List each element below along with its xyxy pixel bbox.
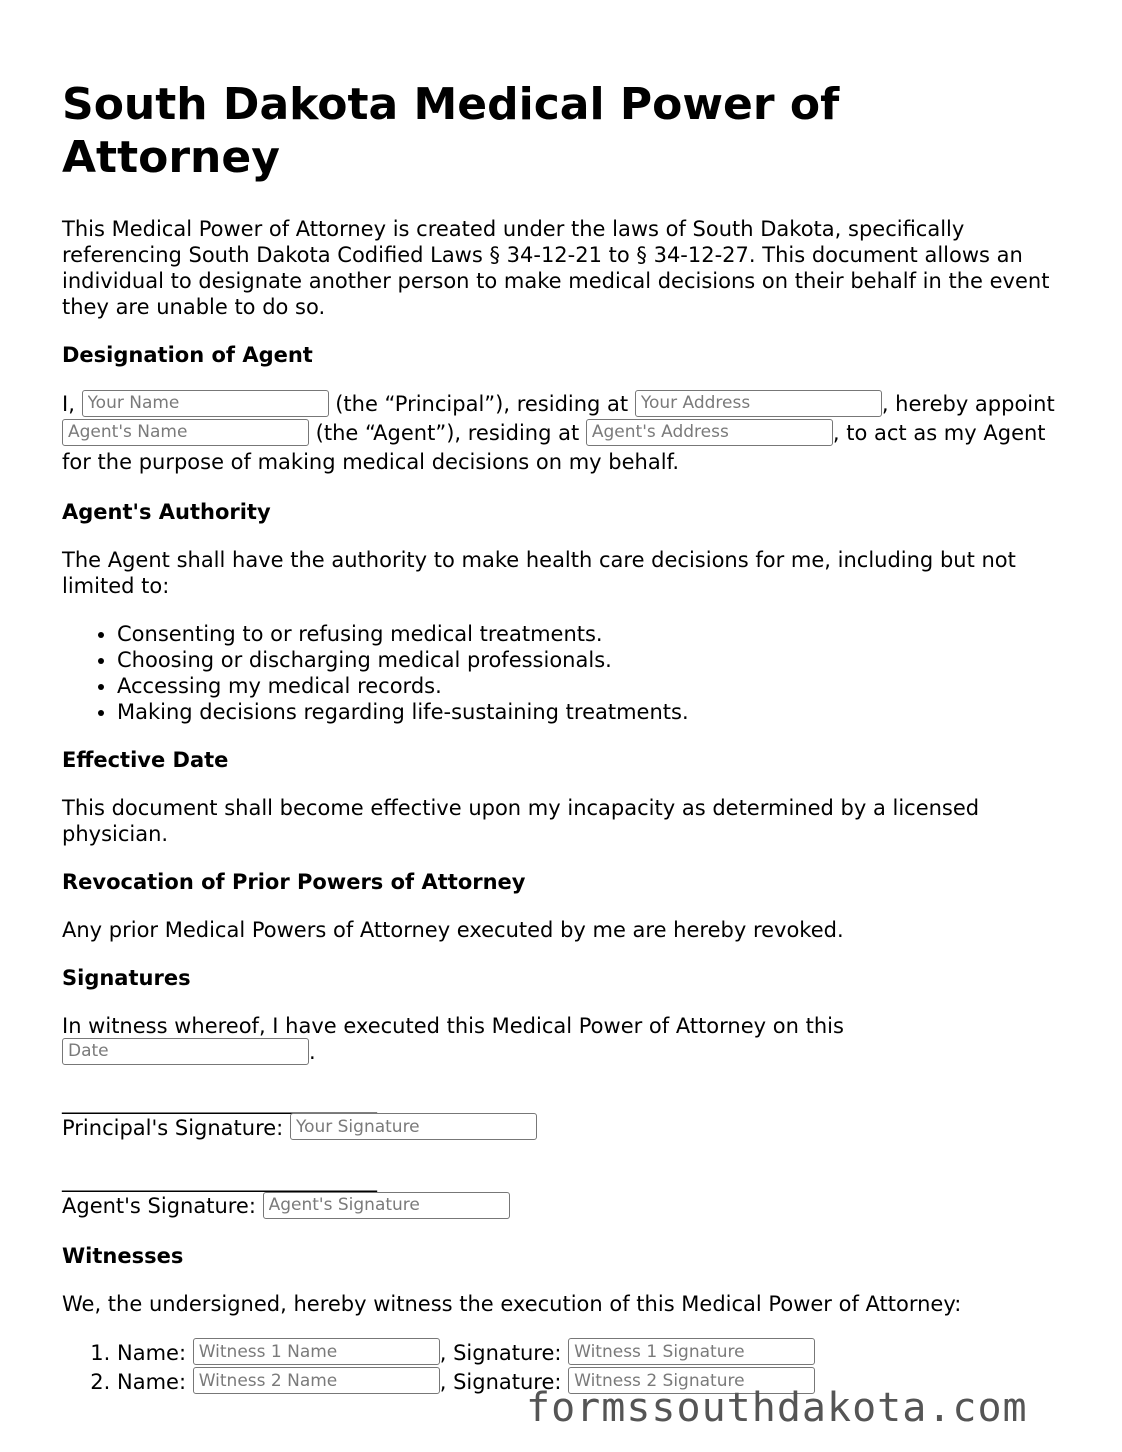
list-item: • Choosing or discharging medical professionals. — [117, 647, 1062, 673]
signatures-heading: Signatures — [62, 966, 191, 990]
principal-signature-label: Principal's Signature: — [62, 1115, 290, 1140]
list-item: • Consenting to or refusing medical treatments. — [117, 621, 1062, 647]
agent-signature-input[interactable] — [263, 1192, 510, 1219]
witness-signature-label: , Signature: — [439, 1340, 569, 1365]
signatures-paragraph — [62, 1013, 1062, 1067]
document-page — [62, 78, 1062, 1397]
designation-paragraph — [62, 390, 1062, 477]
designation-text-3: , hereby appoint — [881, 392, 1055, 416]
authority-heading: Agent's Authority — [62, 500, 271, 524]
list-item: • Accessing my medical records. — [117, 673, 1062, 699]
principal-signature-block — [62, 1089, 1062, 1143]
witnesses-paragraph: We, the undersigned, hereby witness the execution of this Medical Power of Attorney: — [62, 1291, 962, 1316]
principal-name-input[interactable] — [82, 390, 329, 417]
watermark: formssouthdakota.com — [526, 1385, 1028, 1431]
witness-1-signature-input[interactable] — [568, 1338, 815, 1365]
agent-signature-block — [62, 1167, 1062, 1221]
list-item: • Making decisions regarding life-sustaining treatments. — [117, 699, 1062, 725]
agent-signature-label: Agent's Signature: — [62, 1194, 263, 1218]
principal-address-input[interactable] — [635, 390, 882, 417]
agent-address-input[interactable] — [586, 419, 833, 446]
designation-text-2: (the “Principal”), residing at — [328, 392, 635, 416]
list-item — [117, 1339, 1062, 1368]
agent-signature-line: ______________________________ — [62, 1168, 377, 1192]
witness-1-name-input[interactable] — [193, 1338, 440, 1365]
witness-2-name-input[interactable] — [193, 1367, 440, 1394]
intro-paragraph: This Medical Power of Attorney is created under the laws of South Dakota, specifically referencing South Dakota Codified Laws § 34-12-21 to § 34-12-27. This document allows an individual to designate another person to make medical decisions on their behalf in the event they are unable to do so. — [62, 217, 1050, 319]
page-title: South Dakota Medical Power of Attorney — [62, 79, 840, 183]
witness-name-label: Name: — [117, 1369, 193, 1394]
authority-paragraph: The Agent shall have the authority to make health care decisions for me, including but not limited to: — [62, 548, 1016, 598]
signatures-text: In witness whereof, I have executed this Medical Power of Attorney on this — [62, 1014, 844, 1038]
effective-date-heading: Effective Date — [62, 748, 229, 772]
designation-text-5: , to act as my Agent for the purpose of making medical decisions on my behalf. — [62, 421, 1046, 474]
revocation-paragraph: Any prior Medical Powers of Attorney executed by me are hereby revoked. — [62, 918, 844, 942]
agent-name-input[interactable] — [62, 419, 309, 446]
authority-list — [62, 621, 1062, 725]
witness-name-label: Name: — [117, 1340, 193, 1365]
date-input[interactable] — [62, 1038, 309, 1065]
date-suffix: . — [309, 1040, 316, 1064]
revocation-heading: Revocation of Prior Powers of Attorney — [62, 870, 526, 894]
witness-signature-label: , Signature: — [439, 1369, 569, 1394]
principal-signature-input[interactable] — [290, 1113, 537, 1140]
principal-signature-line: ______________________________ — [62, 1089, 377, 1114]
designation-text-1: I, — [62, 392, 82, 416]
witnesses-heading: Witnesses — [62, 1243, 184, 1268]
effective-date-paragraph: This document shall become effective upon my incapacity as determined by a licensed physician. — [62, 796, 980, 846]
designation-heading: Designation of Agent — [62, 343, 313, 367]
designation-text-4: (the “Agent”), residing at — [309, 421, 586, 445]
